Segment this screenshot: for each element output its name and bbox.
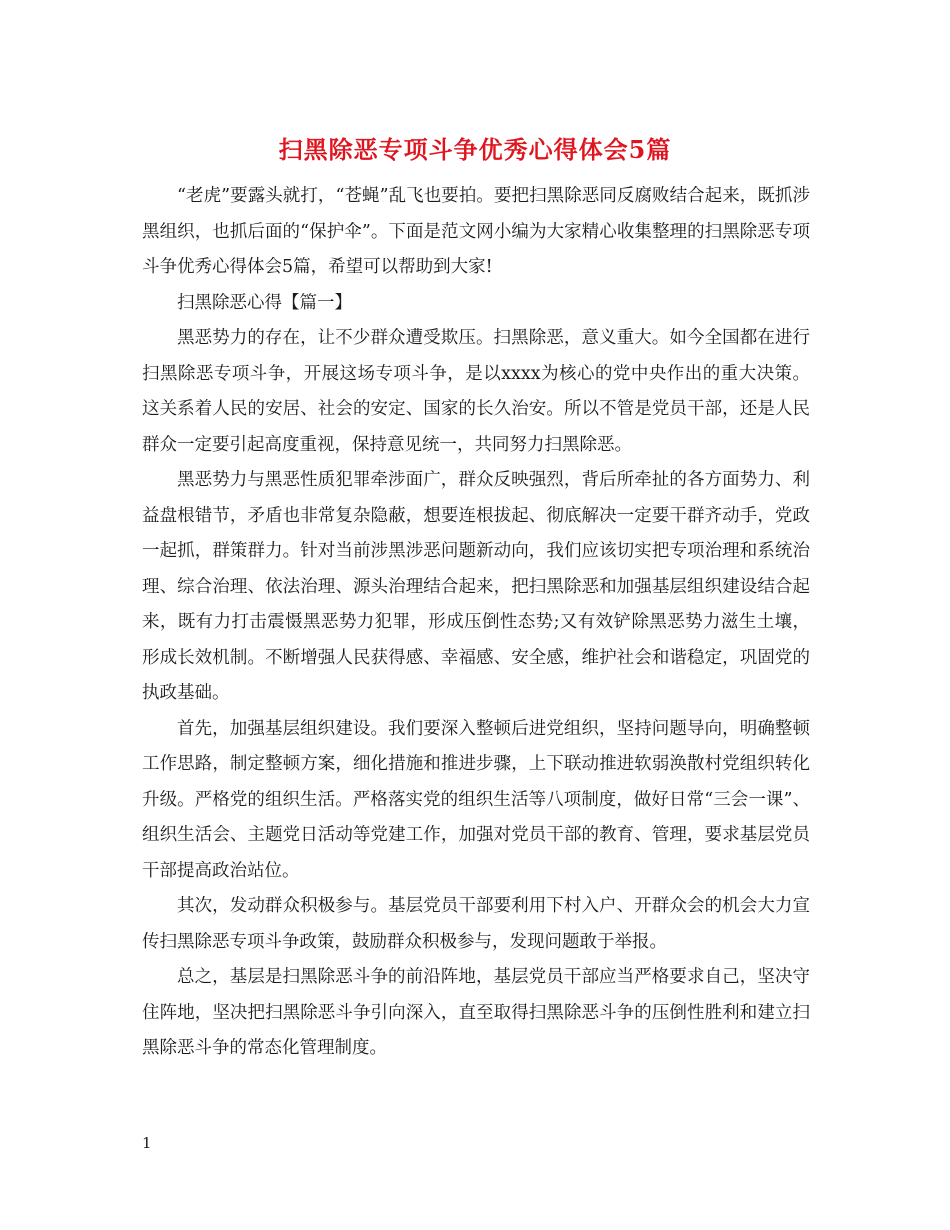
intro-paragraph: “老虎”要露头就打，“苍蝇”乱飞也要拍。要把扫黑除恶同反腐败结合起来，既抓涉黑组织，也抓后面的“保护伞”。下面是范文网小编为大家精心收集整理的扫黑除恶专项斗争优秀心得体会5篇，希望可以帮助到大家! xyxy=(142,186,810,277)
body-paragraph: 黑恶势力与黑恶性质犯罪牵涉面广，群众反映强烈，背后所牵扯的各方面势力、利益盘根错节，矛盾也非常复杂隐蔽，想要连根拔起、彻底解决一定要干群齐动手，党政一起抓，群策群力。针对当前涉黑涉恶问题新动向，我们应该切实把专项治理和系统治理、综合治理、依法治理、源头治理结合起来，把扫黑除恶和加强基层组织建设结合起来，既有力打击震慑黑恶势力犯罪，形成压倒性态势;又有效铲除黑恶势力滋生土壤，形成长效机制。不断增强人民获得感、幸福感、安全感，维护社会和谐稳定，巩固党的执政基础。 xyxy=(142,470,810,703)
document-body xyxy=(142,179,810,1067)
page-number: 1 xyxy=(142,1134,152,1152)
section-heading: 扫黑除恶心得【篇一】 xyxy=(177,292,352,313)
body-paragraph: 总之，基层是扫黑除恶斗争的前沿阵地，基层党员干部应当严格要求自己，坚决守住阵地，坚决把扫黑除恶斗争引向深入，直至取得扫黑除恶斗争的压倒性胜利和建立扫黑除恶斗争的常态化管理制度。 xyxy=(142,967,810,1058)
document-title: 扫黑除恶专项斗争优秀心得体会5篇 xyxy=(278,135,672,164)
body-paragraph: 黑恶势力的存在，让不少群众遭受欺压。扫黑除恶，意义重大。如今全国都在进行扫黑除恶专项斗争，开展这场专项斗争，是以xxxx为核心的党中央作出的重大决策。这关系着人民的安居、社会的安定、国家的长久治安。所以不管是党员干部，还是人民群众一定要引起高度重视，保持意见统一，共同努力扫黑除恶。 xyxy=(142,328,810,455)
body-paragraph: 首先，加强基层组织建设。我们要深入整顿后进党组织，坚持问题导向，明确整顿工作思路，制定整顿方案，细化措施和推进步骤，上下联动推进软弱涣散村党组织转化升级。严格党的组织生活。严格落实党的组织生活等八项制度，做好日常“三会一课”、组织生活会、主题党日活动等党建工作，加强对党员干部的教育、管理，要求基层党员干部提高政治站位。 xyxy=(142,718,810,881)
body-paragraph: 其次，发动群众积极参与。基层党员干部要利用下村入户、开群众会的机会大力宣传扫黑除恶专项斗争政策，鼓励群众积极参与，发现问题敢于举报。 xyxy=(142,896,810,952)
